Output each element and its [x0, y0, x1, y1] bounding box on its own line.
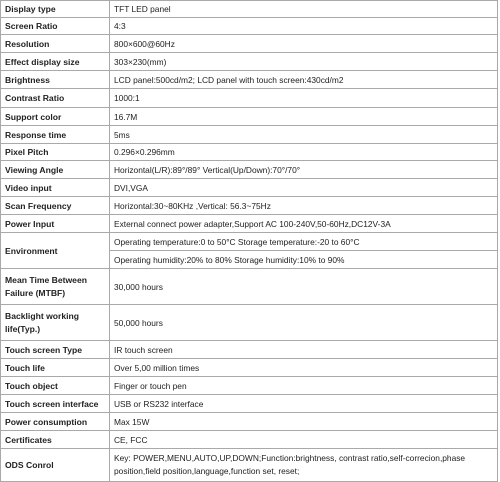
table-row [1, 108, 498, 126]
spec-label: Effect display size [1, 53, 110, 71]
table-row [1, 215, 498, 233]
spec-label: Brightness [1, 71, 110, 89]
spec-value: Over 5,00 million times [110, 359, 498, 377]
spec-label: Environment [1, 233, 110, 269]
table-row [1, 1, 498, 18]
spec-label: Mean Time Between Failure (MTBF) [1, 269, 110, 305]
spec-value: External connect power adapter,Support AC 100-240V,50-60Hz,DC12V-3A [110, 215, 498, 233]
table-row [1, 161, 498, 179]
spec-label: Touch screen interface [1, 395, 110, 413]
table-row [1, 197, 498, 215]
table-row [1, 413, 498, 431]
table-row [1, 377, 498, 395]
table-row [1, 305, 498, 341]
spec-label: Scan Frequency [1, 197, 110, 215]
spec-value: 0.296×0.296mm [110, 144, 498, 161]
spec-label: Power consumption [1, 413, 110, 431]
spec-value: IR touch screen [110, 341, 498, 359]
spec-value: LCD panel:500cd/m2; LCD panel with touch screen:430cd/m2 [110, 71, 498, 89]
table-row [1, 144, 498, 161]
table-row [1, 233, 498, 251]
table-row [1, 18, 498, 35]
spec-label: Screen Ratio [1, 18, 110, 35]
table-row [1, 341, 498, 359]
spec-value: 30,000 hours [110, 269, 498, 305]
spec-label: Response time [1, 126, 110, 144]
spec-label: Pixel Pitch [1, 144, 110, 161]
spec-label: ODS Conrol [1, 449, 110, 482]
spec-value: 303×230(mm) [110, 53, 498, 71]
spec-value: 16.7M [110, 108, 498, 126]
spec-value: Operating humidity:20% to 80% Storage humidity:10% to 90% [110, 251, 498, 269]
spec-value: DVI,VGA [110, 179, 498, 197]
table-row [1, 431, 498, 449]
spec-label: Touch screen Type [1, 341, 110, 359]
spec-label: Contrast Ratio [1, 89, 110, 108]
spec-value: Horizontal:30~80KHz ,Vertical: 56.3~75Hz [110, 197, 498, 215]
table-row [1, 126, 498, 144]
spec-value: Finger or touch pen [110, 377, 498, 395]
spec-value: TFT LED panel [110, 1, 498, 18]
spec-value: 5ms [110, 126, 498, 144]
spec-value: 1000:1 [110, 89, 498, 108]
table-row [1, 179, 498, 197]
spec-label: Display type [1, 1, 110, 18]
spec-label: Resolution [1, 35, 110, 53]
spec-value: 4:3 [110, 18, 498, 35]
spec-value: Horizontal(L/R):89°/89° Vertical(Up/Down):70°/70° [110, 161, 498, 179]
spec-label: Support color [1, 108, 110, 126]
table-row [1, 89, 498, 108]
spec-label: Touch life [1, 359, 110, 377]
spec-value: Operating temperature:0 to 50°C Storage temperature:-20 to 60°C [110, 233, 498, 251]
spec-label: Power Input [1, 215, 110, 233]
spec-value: Key: POWER,MENU,AUTO,UP,DOWN;Function:brightness, contrast ratio,self-correcion,phase position,field position,language,function set, reset; [110, 449, 498, 482]
spec-value: USB or RS232 interface [110, 395, 498, 413]
table-row [1, 71, 498, 89]
spec-label: Viewing Angle [1, 161, 110, 179]
spec-label: Certificates [1, 431, 110, 449]
spec-value: 800×600@60Hz [110, 35, 498, 53]
table-row [1, 35, 498, 53]
table-row [1, 449, 498, 482]
spec-value: 50,000 hours [110, 305, 498, 341]
table-row [1, 359, 498, 377]
table-row [1, 53, 498, 71]
spec-label: Backlight working life(Typ.) [1, 305, 110, 341]
table-row [1, 269, 498, 305]
spec-value: Max 15W [110, 413, 498, 431]
spec-value: CE, FCC [110, 431, 498, 449]
spec-label: Touch object [1, 377, 110, 395]
spec-label: Video input [1, 179, 110, 197]
table-row [1, 395, 498, 413]
